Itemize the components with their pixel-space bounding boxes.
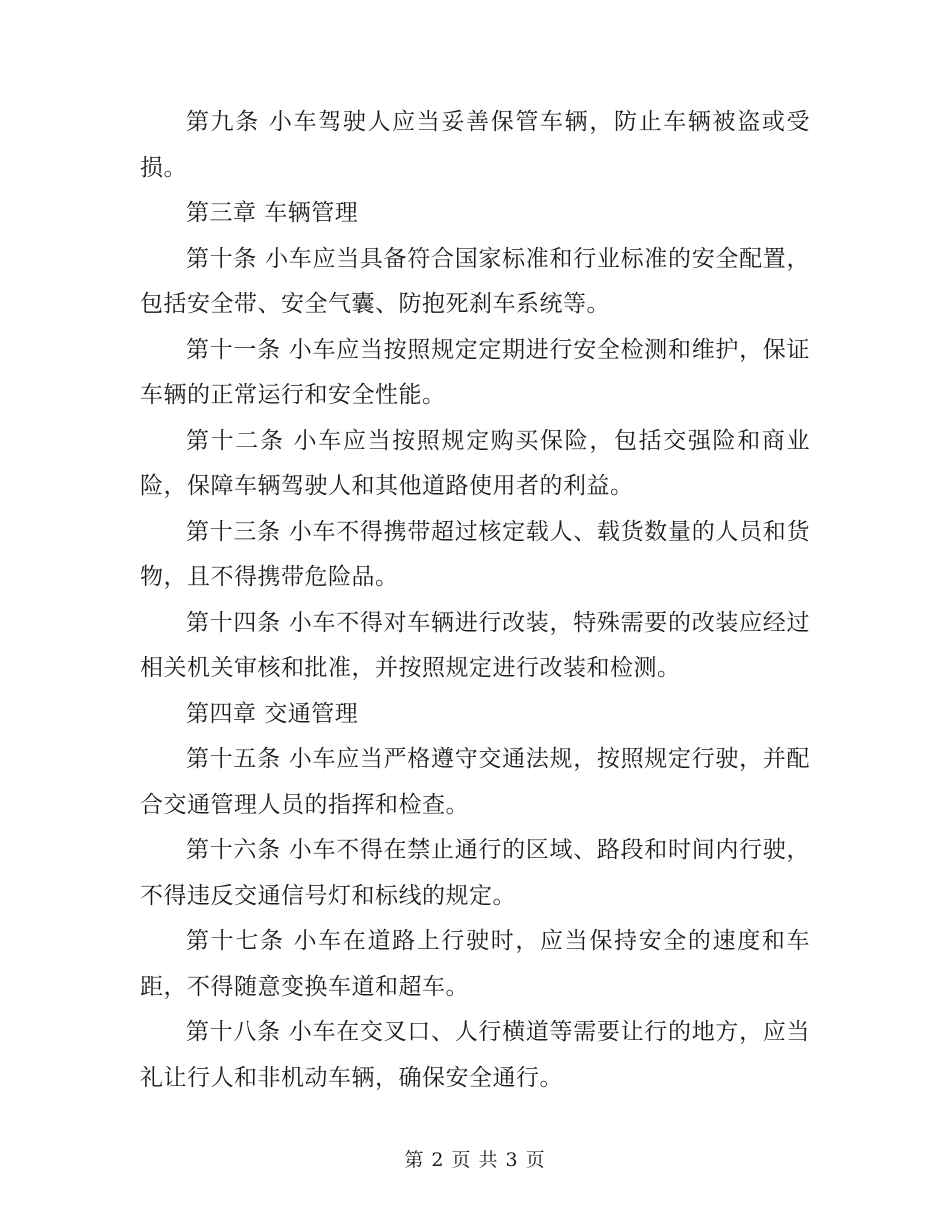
article-10: 第十条 小车应当具备符合国家标准和行业标准的安全配置，包括安全带、安全气囊、防抱死刹车系统等。	[140, 245, 810, 317]
document-body	[140, 100, 810, 1101]
page-footer: 第 2 页 共 3 页	[404, 1149, 546, 1171]
article-13: 第十三条 小车不得携带超过核定载人、载货数量的人员和货物，且不得携带危险品。	[140, 518, 810, 590]
article-15: 第十五条 小车应当严格遵守交通法规，按照规定行驶，并配合交通管理人员的指挥和检查。	[140, 746, 810, 818]
article-12: 第十二条 小车应当按照规定购买保险，包括交强险和商业险，保障车辆驾驶人和其他道路使用者的利益。	[140, 427, 810, 499]
article-11: 第十一条 小车应当按照规定定期进行安全检测和维护，保证车辆的正常运行和安全性能。	[140, 336, 810, 408]
article-14: 第十四条 小车不得对车辆进行改装，特殊需要的改装应经过相关机关审核和批准，并按照规定进行改装和检测。	[140, 609, 810, 681]
chapter-3-heading: 第三章 车辆管理	[186, 200, 359, 226]
chapter-4-heading: 第四章 交通管理	[186, 700, 359, 727]
article-17: 第十七条 小车在道路上行驶时，应当保持安全的速度和车距，不得随意变换车道和超车。	[140, 928, 810, 1000]
article-16: 第十六条 小车不得在禁止通行的区域、路段和时间内行驶，不得违反交通信号灯和标线的规定。	[140, 837, 810, 909]
article-9: 第九条 小车驾驶人应当妥善保管车辆，防止车辆被盗或受损。	[140, 109, 810, 181]
article-18: 第十八条 小车在交叉口、人行横道等需要让行的地方，应当礼让行人和非机动车辆，确保安全通行。	[140, 1019, 810, 1091]
